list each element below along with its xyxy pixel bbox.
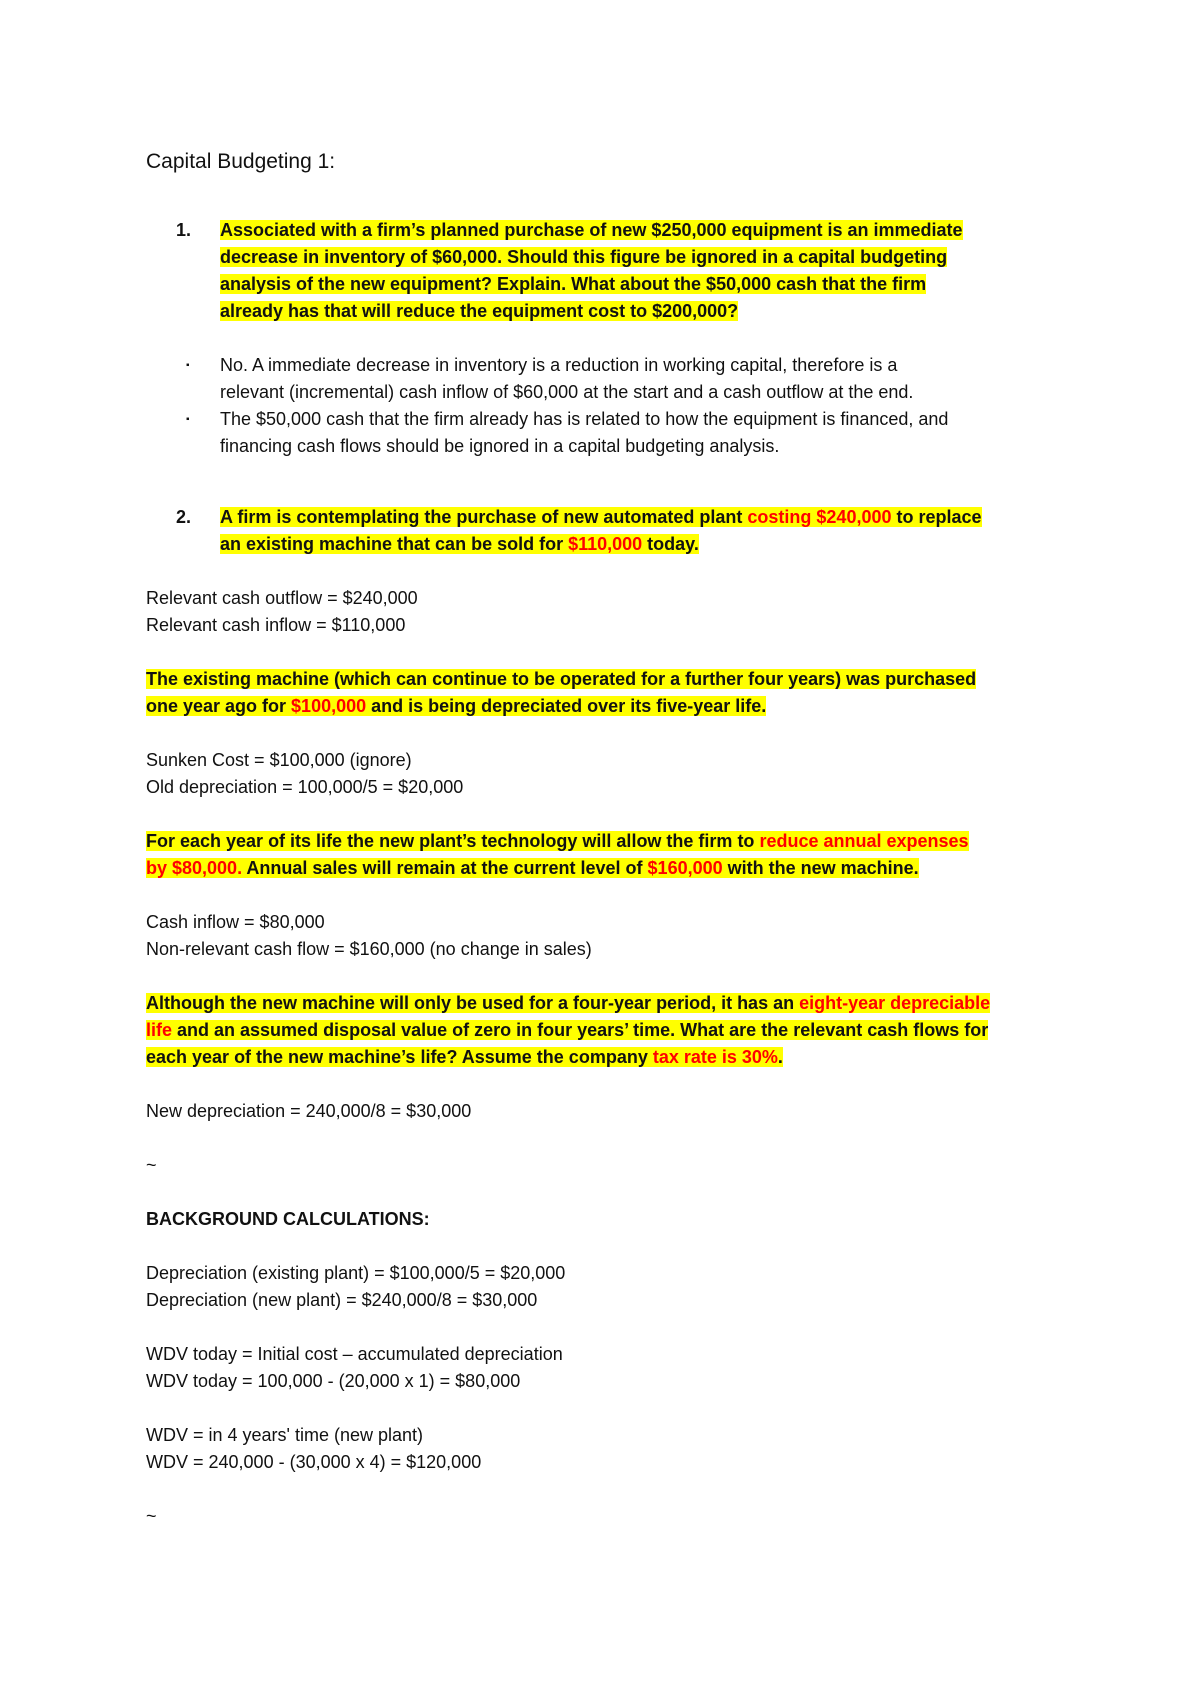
separator-tilde: ~	[146, 1155, 157, 1175]
wdv-today: WDV today = 100,000 - (20,000 x 1) = $80,000	[146, 1371, 521, 1391]
relevant-inflow: Relevant cash inflow = $110,000	[146, 615, 406, 635]
existing-line-2: one year ago for $100,000 and is being depreciated over its five-year life.	[146, 696, 767, 716]
wdv-4-years-calc: WDV = 240,000 - (30,000 x 4) = $120,000	[146, 1452, 482, 1472]
non-relevant-cash-flow: Non-relevant cash flow = $160,000 (no change in sales)	[146, 939, 592, 959]
cash-inflow: Cash inflow = $80,000	[146, 912, 325, 932]
answer-2-line-2: financing cash flows should be ignored in a capital budgeting analysis.	[220, 436, 780, 456]
q2-line-1: A firm is contemplating the purchase of new automated plant costing $240,000 to replace	[220, 507, 982, 527]
q1-line-3: analysis of the new equipment? Explain. What about the $50,000 cash that the firm	[220, 274, 927, 294]
wdv-definition: WDV today = Initial cost – accumulated depreciation	[146, 1344, 563, 1364]
document-page: Capital Budgeting 1: 1. Associated with a firm’s planned purchase of new $250,000 equipment is an immediate decrease in inventory of $60,000. Should this figure be ignored in a capital budgeting analysis of the new equipment? Explain. What about the $50,000 cash that the firm already has that will reduce the equipment cost to $200,000? ▪ No. A immediate decrease in inventory is a reduction in working capital, therefore is a relevant (incremental) cash inflow of $60,000 at the start and a cash outflow at the end. ▪ The $50,000 cash that the firm already has is related to how the equipment is financed, and financing cash flows should be ignored in a capital budgeting analysis. 2. A firm is contemplating the purchase of new automated plant costing $240,000 to replace an existing machine that can be sold for $110,000 today. Relevant cash outflow = $240,000 Relevant cash inflow = $110,000 The existing machine (which can continue to be operated for a further four years) was purchased one year ago for $100,000 and is being depreciated over its five-year life. Sunken Cost = $100,000 (ignore) Old depreciation = 100,000/5 = $20,000 For each year of its life the new plant’s technology will allow the firm to reduce annual expenses by $80,000. Annual sales will remain at the current level of $160,000 with the new machine. Cash inflow = $80,000 Non-relevant cash flow = $160,000 (no change in sales) Although the new machine will only be used for a four-year period, it has an eight-year depreciable life and an assumed disposal value of zero in four years’ time. What are the relevant cash flows for each year of the new machine’s life? Assume the company tax rate is 30%. New depreciation = 240,000/8 = $30,000 ~ BACKGROUND CALCULATIONS: Depreciation (existing plant) = $100,000/5 = $20,000 Depreciation (new plant) = $240,000/8 = $30,000 WDV today = Initial cost – accumulated depreciation WDV today = 100,000 - (20,000 x 1) = $80,000 WDV = in 4 years' time (new plant) WDV = 240,000 - (30,000 x 4) = $120,000 ~	[0, 0, 1200, 1698]
although-line-3: each year of the new machine’s life? Assume the company tax rate is 30%.	[146, 1047, 783, 1067]
depreciation-existing: Depreciation (existing plant) = $100,000/5 = $20,000	[146, 1263, 566, 1283]
q1-line-2: decrease in inventory of $60,000. Should this figure be ignored in a capital budgeting	[220, 247, 948, 267]
document-title: Capital Budgeting 1:	[146, 150, 336, 173]
although-line-2: life and an assumed disposal value of zero in four years’ time. What are the relevant cash flows for	[146, 1020, 989, 1040]
sunken-cost: Sunken Cost = $100,000 (ignore)	[146, 750, 412, 770]
new-depreciation: New depreciation = 240,000/8 = $30,000	[146, 1101, 472, 1121]
q1-line-4: already has that will reduce the equipment cost to $200,000?	[220, 301, 739, 321]
q2-line-2: an existing machine that can be sold for $110,000 today.	[220, 534, 699, 554]
newplant-line-1: For each year of its life the new plant’s technology will allow the firm to reduce annual expenses	[146, 831, 969, 851]
background-heading: BACKGROUND CALCULATIONS:	[146, 1209, 430, 1229]
answer-2-line-1: The $50,000 cash that the firm already has is related to how the equipment is financed, and	[220, 409, 949, 429]
newplant-line-2: by $80,000. Annual sales will remain at the current level of $160,000 with the new machine.	[146, 858, 919, 878]
relevant-outflow: Relevant cash outflow = $240,000	[146, 588, 418, 608]
bullet-icon: ▪	[186, 414, 190, 425]
wdv-4-years: WDV = in 4 years' time (new plant)	[146, 1425, 424, 1445]
old-depreciation: Old depreciation = 100,000/5 = $20,000	[146, 777, 464, 797]
although-line-1: Although the new machine will only be used for a four-year period, it has an eight-year depreciable	[146, 993, 991, 1013]
answer-1-line-1: No. A immediate decrease in inventory is a reduction in working capital, therefore is a	[220, 355, 898, 375]
bullet-icon: ▪	[186, 360, 190, 371]
q1-line-1: Associated with a firm’s planned purchase of new $250,000 equipment is an immediate	[220, 220, 963, 240]
depreciation-new: Depreciation (new plant) = $240,000/8 = $30,000	[146, 1290, 538, 1310]
answer-1-line-2: relevant (incremental) cash inflow of $60,000 at the start and a cash outflow at the end.	[220, 382, 914, 402]
separator-tilde: ~	[146, 1506, 157, 1526]
existing-line-1: The existing machine (which can continue to be operated for a further four years) was purchased	[146, 669, 977, 689]
